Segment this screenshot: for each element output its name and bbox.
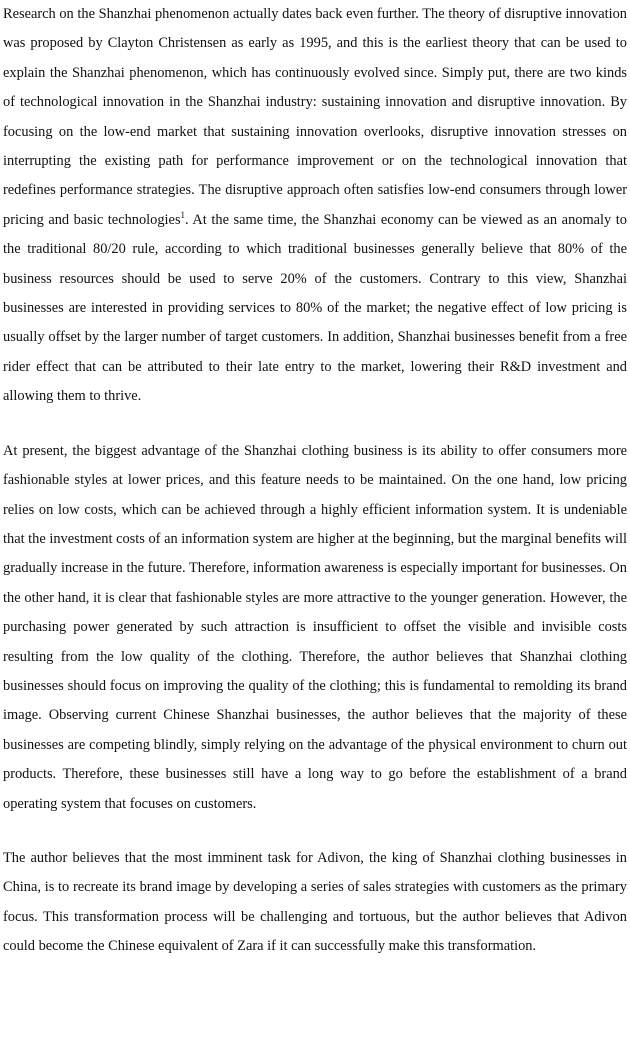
paragraph-adivon: The author believes that the most imminent task for Adivon, the king of Shanzhai clothing businesses in China, is to recreate its brand image by developing a series of sales strategies with customers as the primary focus. This transformation process will be challenging and tortuous, but the author believes that Adivon could become the Chinese equivalent of Zara if it can successfully make this transformation. — [3, 849, 627, 955]
paragraph-disruptive-innovation — [3, 0, 627, 412]
paragraph-clothing-advantage: At present, the biggest advantage of the Shanzhai clothing business is its ability to offer consumers more fashionable styles at lower prices, and this feature needs to be maintained. On the one hand, low pricing relies on low costs, which can be achieved through a highly efficient information system. It is undeniable that the investment costs of an information system are higher at the beginning, but the marginal benefits will gradually increase in the future. Therefore, information awareness is especially important for businesses. On the other hand, it is clear that fashionable styles are more attractive to the younger generation. However, the purchasing power generated by such attraction is insufficient to offset the visible and invisible costs resulting from the low quality of the clothing. Therefore, the author believes that Shanzhai clothing businesses should focus on improving the quality of the clothing; this is fundamental to remolding its brand image. Observing current Chinese Shanzhai businesses, the author believes that the majority of these businesses are competing blindly, simply relying on the advantage of the physical environment to churn out products. Therefore, these businesses still have a long way to go before the establishment of a brand operating system that focuses on customers. — [3, 442, 627, 812]
paragraph-text: Research on the Shanzhai phenomenon actually dates back even further. The theory of disruptive innovation was proposed by Clayton Christensen as early as 1995, and this is the earliest theory that can be used to explain the Shanzhai phenomenon, which has continuously evolved since. Simply put, there are two kinds of technological innovation in the Shanzhai industry: sustaining innovation and disruptive innovation. By focusing on the low-end market that sustaining innovation overlooks, disruptive innovation stresses on interrupting the existing path for performance improvement or on the technological innovation that redefines performance strategies. The disruptive approach often satisfies low-end consumers through lower pricing and basic technologies — [3, 6, 627, 228]
footnote-marker: 1 — [180, 210, 186, 221]
document-body — [3, 0, 627, 962]
paragraph-text-continued: . At the same time, the Shanzhai economy can be viewed as an anomaly to the traditional 80/20 rule, according to which traditional businesses generally believe that 80% of the business resources should be used to serve 20% of the customers. Contrary to this view, Shanzhai businesses are interested in providing services to 80% of the market; the negative effect of low pricing is usually offset by the larger number of target customers. In addition, Shanzhai businesses benefit from a free rider effect that can be attributed to their late entry to the market, lowering their R&D investment and allowing them to thrive. — [3, 211, 627, 405]
